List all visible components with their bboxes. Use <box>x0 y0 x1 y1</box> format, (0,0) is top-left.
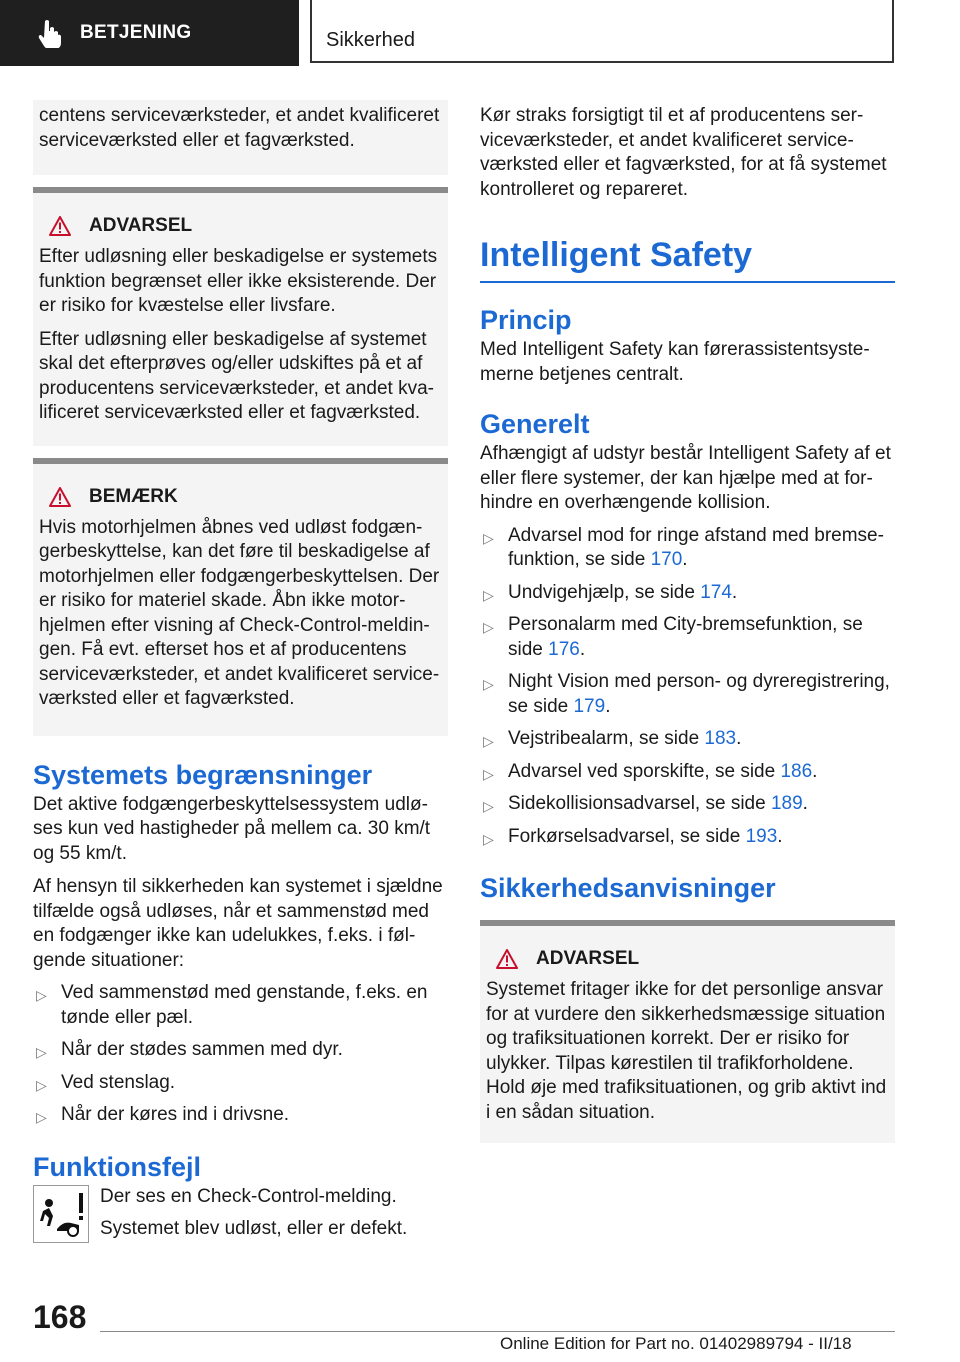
list-item: ▷ Sidekollisionsadvarsel, se side 189. <box>480 792 895 817</box>
warning-box <box>33 187 448 446</box>
section-title: Sikkerhed <box>326 29 415 51</box>
bullet-triangle-icon: ▷ <box>483 733 494 749</box>
bullet-triangle-icon: ▷ <box>36 1076 47 1093</box>
bullet-triangle-icon: ▷ <box>483 586 494 603</box>
title-rule <box>480 281 895 283</box>
continued-note-text: centens serviceværksteder, et andet kvalificeret serviceværksted eller et fagværksted. <box>39 105 440 151</box>
principle-heading: Princip <box>480 305 572 335</box>
notice-paragraph: Hvis motorhjelmen åbnes ved udløst fodgæn-gerbeskyttelse, kan det føre til beskadigelse af motorhjelmen eller fodgængerbeskyttelsen. Der er risiko for materiel skade. Åbn ikke motor-hjelmen efter visning af Check-Control-meldin-gen. Få evt. efterset hos et af producentens serviceværksteder, et andet kvalificeret service-værksted eller et fagværksted. <box>39 516 440 709</box>
list-item: ▷ Når der køres ind i drivsne. <box>33 1103 448 1128</box>
warning-paragraph: Efter udløsning eller beskadigelse af systemet skal det efterprøves og/eller udskiftes på et af producentens serviceværksteder, et andet kva-lificeret serviceværksted eller et fagværksted. <box>39 328 434 423</box>
general-heading: Generelt <box>480 409 590 439</box>
warning-header <box>39 215 442 237</box>
principle-text: Med Intelligent Safety kan førerassistentsyste-merne betjenes centralt. <box>480 339 870 385</box>
continued-note-box <box>33 100 448 175</box>
notice-title: BEMÆRK <box>89 485 178 507</box>
malfunction-row <box>33 1185 448 1243</box>
warning-paragraph: Systemet fritager ikke for det personlige ansvar for at vurdere den sikkerhedsmæssige situation og trafiksituationen korrekt. Der er risiko for ulykker. Tilpas kørestilen til trafikforholdene. Hold øje med trafiksituationen, og grib aktivt ind i en sådan situation. <box>486 979 887 1123</box>
chapter-title: Intelligent Safety <box>480 236 753 274</box>
chapter-label: BETJENING <box>80 22 192 43</box>
limits-list <box>33 981 448 1128</box>
list-item: ▷ Forkørselsadvarsel, se side 193. <box>480 825 895 850</box>
system-list <box>480 524 895 850</box>
warning-title: ADVARSEL <box>89 215 193 236</box>
limits-heading: Systemets begrænsninger <box>33 759 373 790</box>
page-link[interactable]: 186 <box>780 760 813 782</box>
limits-paragraph: Af hensyn til sikkerheden kan systemet i sjældne tilfælde også udløses, når et sammenstød med en fodgænger ikke kan udelukkes, f.eks. i føl-gende situationer: <box>33 876 443 971</box>
pedestrian-protection-warning-icon <box>33 1185 89 1243</box>
warning-paragraph: Efter udløsning eller beskadigelse er systemets funktion begrænset eller ikke eksisterende. Der er risiko for kvæstelse eller livsfare. <box>39 246 438 316</box>
chapter-tab[interactable] <box>0 0 299 66</box>
limits-paragraph: Det aktive fodgængerbeskyttelsessystem udlø-ses kun ved hastigheder på mellem ca. 30 km/t og 55 km/t. <box>33 793 431 864</box>
page-link[interactable]: 179 <box>573 695 606 717</box>
list-item: ▷ Night Vision med person- og dyreregistrering, se side 179. <box>483 671 890 717</box>
page-link[interactable]: 189 <box>770 793 803 814</box>
list-item: ▷ Ved sammenstød med genstande, f.eks. en tønde eller pæl. <box>36 982 428 1028</box>
bullet-triangle-icon: ▷ <box>483 529 494 546</box>
safety-warning-box <box>480 920 895 1143</box>
page-link[interactable]: 170 <box>650 549 683 570</box>
list-item: ▷ Når der stødes sammen med dyr. <box>33 1038 448 1063</box>
bullet-triangle-icon: ▷ <box>483 676 494 692</box>
malfunction-line: Systemet blev udløst, eller er defekt. <box>100 1218 408 1239</box>
list-item: ▷ Vejstribealarm, se side 183. <box>480 727 895 752</box>
safety-heading: Sikkerhedsanvisninger <box>480 873 776 903</box>
bullet-triangle-icon: ▷ <box>483 830 494 847</box>
list-item: ▷ Personalarm med City-bremsefunktion, se side 176. <box>483 614 863 660</box>
notice-box <box>33 458 448 736</box>
page-number: 168 <box>33 1299 87 1335</box>
bullet-triangle-icon: ▷ <box>36 1044 47 1060</box>
right-column <box>480 100 895 1143</box>
warning-title: ADVARSEL <box>536 948 640 969</box>
edition-text: Online Edition for Part no. 01402989794 - II/18 <box>500 1334 852 1353</box>
malfunction-line: Der ses en Check-Control-melding. <box>100 1185 397 1207</box>
page-link[interactable]: 174 <box>700 581 732 603</box>
warning-triangle-icon <box>49 216 71 236</box>
malfunction-heading: Funktionsfejl <box>33 1151 201 1182</box>
bullet-triangle-icon: ▷ <box>483 765 494 782</box>
continued-paragraph: Kør straks forsigtigt til et af producentens ser-viceværksteder, et andet kvalificeret service-værksted eller et fagværksted, for at få systemet kontrolleret og repareret. <box>480 105 887 200</box>
page-link[interactable]: 193 <box>745 825 778 847</box>
hand-pointer-icon <box>36 18 66 48</box>
bullet-triangle-icon: ▷ <box>36 987 47 1003</box>
general-text: Afhængigt af udstyr består Intelligent Safety af et eller flere systemer, der kan hjælpe med at for-hindre en overhængende kollision. <box>480 443 891 513</box>
notice-header <box>39 486 442 508</box>
warning-header <box>486 948 889 970</box>
bullet-triangle-icon: ▷ <box>483 619 494 635</box>
bullet-triangle-icon: ▷ <box>483 798 494 814</box>
page-link[interactable]: 183 <box>704 728 737 749</box>
list-item: ▷ Ved stenslag. <box>33 1071 448 1096</box>
bullet-triangle-icon: ▷ <box>36 1109 47 1125</box>
section-header <box>310 0 894 63</box>
page-link[interactable]: 176 <box>548 638 580 660</box>
warning-triangle-icon <box>49 487 71 507</box>
left-column <box>33 100 448 1243</box>
list-item: ▷ Advarsel ved sporskifte, se side 186. <box>480 760 895 785</box>
footer-rule <box>100 1331 895 1332</box>
list-item: ▷ Undvigehjælp, se side 174. <box>480 581 895 606</box>
list-item: ▷ Advarsel mod for ringe afstand med bremse-funktion, se side 170. <box>483 524 884 570</box>
warning-triangle-icon <box>496 949 518 969</box>
